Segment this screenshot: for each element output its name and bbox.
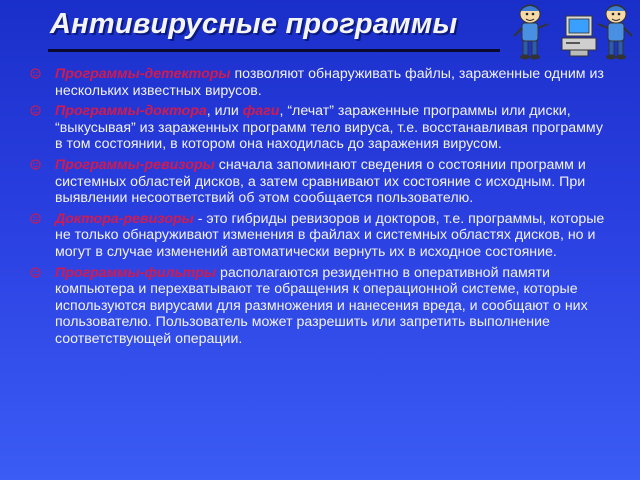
sad-face-icon: [30, 105, 41, 116]
item-text: , или: [206, 103, 243, 120]
term-label: Программы-доктора: [55, 103, 207, 120]
term-label: Доктора-ревизоры: [55, 210, 194, 227]
item-text: располагаются резидентно в оперативной памяти компьютера и перехватывают те обращения к операционной системе, которые используются вирусами для размножения и нанесения вреда, и сообщают о них пользователю. Пользователь может разрешить или запретить выполнение соответствующей операции.: [55, 264, 588, 347]
sad-face-icon: [30, 267, 41, 278]
list-item: [30, 157, 610, 207]
title-underline: [48, 49, 500, 52]
mascots-illustration: [508, 0, 640, 62]
list-item: [30, 103, 610, 153]
term-label: Программы-детекторы: [55, 66, 231, 82]
item-text: сначала запоминают сведения о состоянии программ и системных областей дисков, а затем сравнивают их состояние с исходным. При выявлении несоответствий об этом сообщается пользователю.: [55, 156, 586, 207]
slide-title: Антивирусные программы: [50, 8, 458, 40]
computer-icon: [562, 16, 596, 56]
term-label-secondary: фаги: [242, 103, 280, 120]
sad-face-icon: [30, 68, 41, 79]
list-item: [30, 211, 610, 261]
list-item: [30, 66, 610, 99]
list-item: [30, 265, 610, 348]
right-character-icon: [598, 5, 632, 60]
antivirus-list: [30, 66, 610, 352]
left-character-icon: [514, 5, 548, 60]
term-label: Программы-ревизоры: [55, 156, 215, 173]
item-text: , “лечат” зараженные программы или диски, “выкусывая” из зараженных программ тело вируса, т.е. восстанавливая программу в том состоянии, в котором она находилась до заражения вирусом.: [55, 103, 603, 153]
item-text: - это гибриды ревизоров и докторов, т.е. программы, которые не только обнаруживают изменения в файлах и системных областях дисков, но и могут в случае изменений автоматически вернуть их в исходное состояние.: [55, 210, 605, 260]
item-text: позволяют обнаруживать файлы, зараженные одним из нескольких известных вирусов.: [55, 66, 604, 99]
sad-face-icon: [30, 213, 41, 224]
term-label: Программы-фильтры: [55, 264, 217, 281]
sad-face-icon: [30, 159, 41, 170]
